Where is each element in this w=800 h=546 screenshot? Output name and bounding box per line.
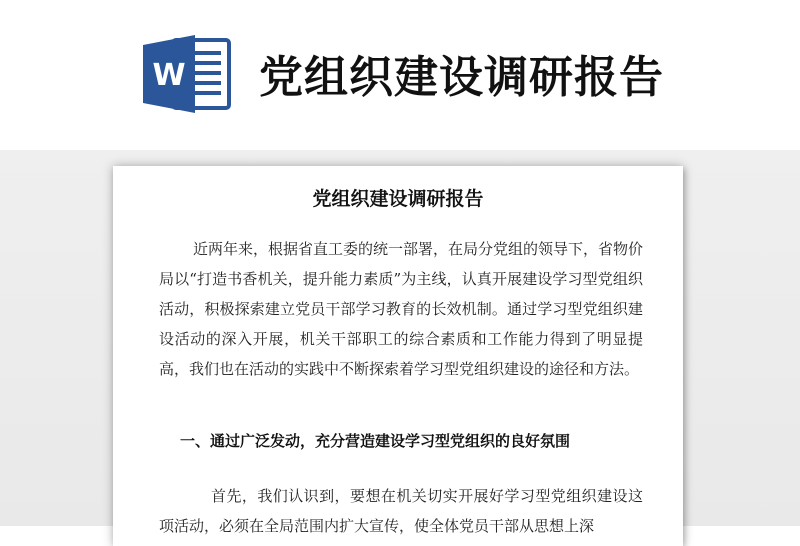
word-icon — [143, 35, 231, 113]
section-heading-1: 一、通过广泛发动，充分营造建设学习型党组织的良好氛围 — [180, 432, 571, 450]
header-banner — [0, 0, 800, 150]
document-title: 党组织建设调研报告 — [312, 188, 484, 210]
banner-title: 党组织建设调研报告 — [259, 52, 664, 103]
document-page — [113, 166, 683, 546]
document-paragraph-1: 近两年来，根据省直工委的统一部署，在局分党组的领导下，省物价局以“打造书香机关，提升能力素质”为主线，认真开展建设学习型党组织活动，积极探索建立党员干部学习教育的长效机制。通过学习型党组织建设活动的深入开展，机关干部职工的综合素质和工作能力得到了明显提高，我们也在活动的实践中不断探索着学习型党组织建设的途径和方法。 — [159, 240, 644, 378]
document-paragraph-2: 首先，我们认识到，要想在机关切实开展好学习型党组织建设这项活动，必须在全局范围内扩大宣传，使全体党员干部从思想上深 — [159, 487, 643, 535]
word-icon-letter: W — [152, 58, 186, 93]
